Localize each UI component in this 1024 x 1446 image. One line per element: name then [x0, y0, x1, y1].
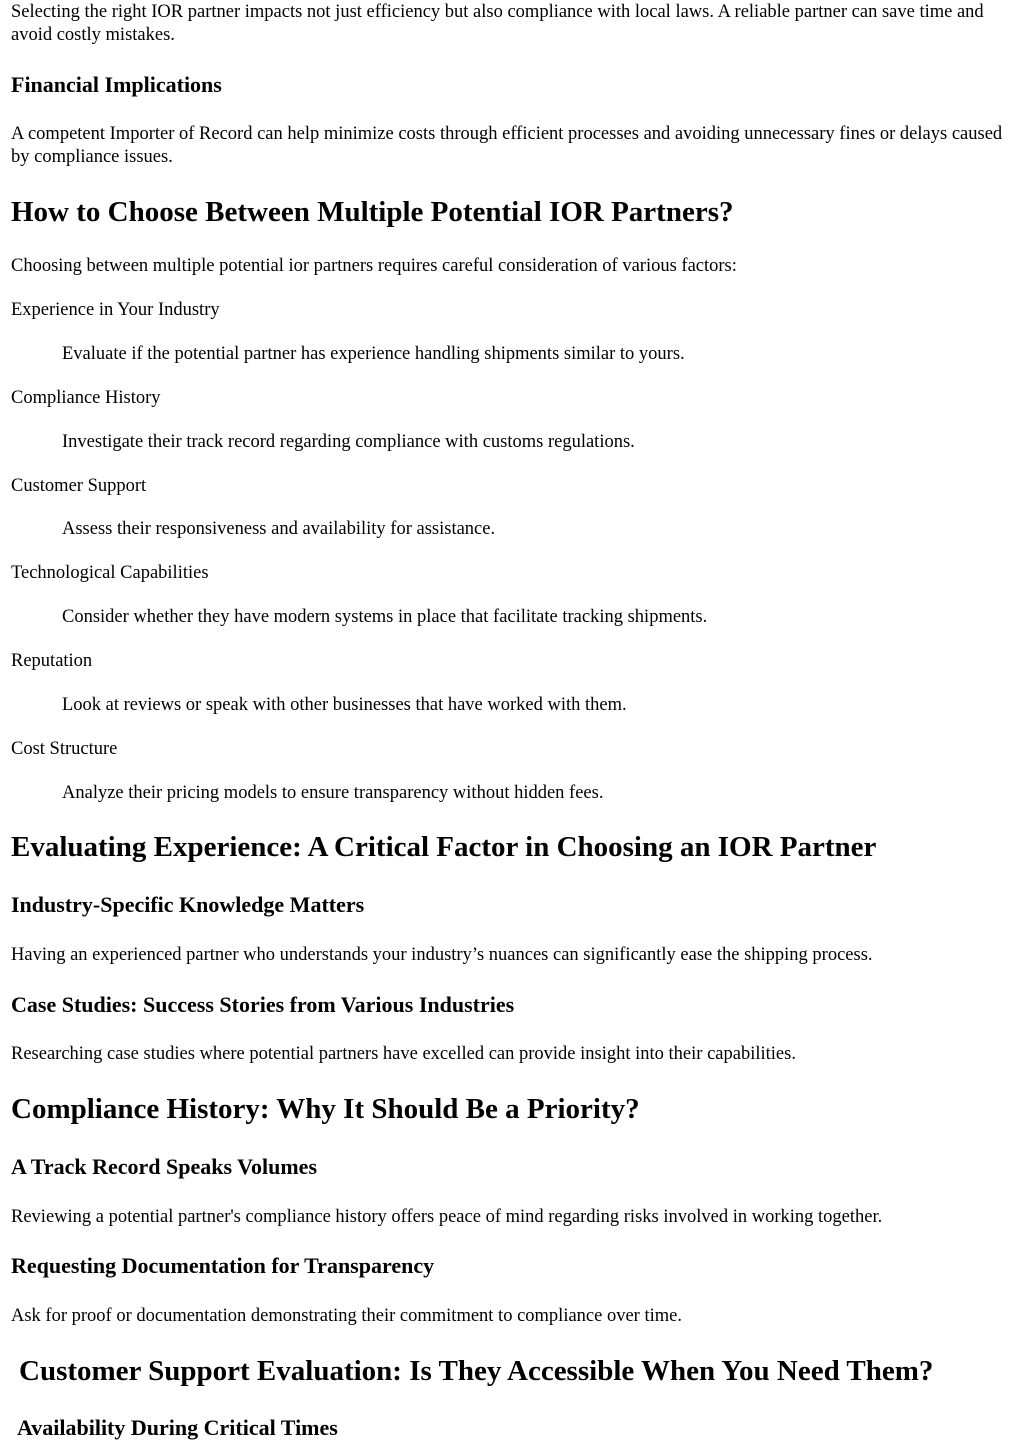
experience-subheading-case-studies: Case Studies: Success Stories from Various Industries [11, 992, 515, 1017]
compliance-subheading-documentation: Requesting Documentation for Transparency [11, 1253, 435, 1278]
support-subheading-availability: Availability During Critical Times [17, 1415, 338, 1440]
choose-intro: Choosing between multiple potential ior partners requires careful consideration of various factors: [11, 256, 737, 276]
experience-paragraph-case-studies: Researching case studies where potential partners have excelled can provide insight into their capabilities. [11, 1044, 796, 1064]
factor-desc: Assess their responsiveness and availability for assistance. [62, 519, 496, 539]
compliance-subheading-track-record: A Track Record Speaks Volumes [11, 1154, 318, 1179]
support-heading: Customer Support Evaluation: Is They Accessible When You Need Them? [19, 1355, 934, 1387]
intro-paragraph: Selecting the right IOR partner impacts not just efficiency but also compliance with local laws. A reliable partner can save time and avoid costly mistakes. [11, 2, 984, 45]
compliance-heading: Compliance History: Why It Should Be a Priority? [11, 1093, 640, 1125]
factor-term: Customer Support [11, 476, 147, 496]
factor-term: Cost Structure [11, 739, 118, 759]
choose-heading: How to Choose Between Multiple Potential IOR Partners? [11, 196, 734, 228]
factor-term: Reputation [11, 651, 93, 671]
experience-subheading-industry: Industry-Specific Knowledge Matters [11, 892, 365, 917]
factor-desc: Look at reviews or speak with other businesses that have worked with them. [62, 695, 627, 715]
compliance-paragraph-track-record: Reviewing a potential partner's compliance history offers peace of mind regarding risks involved in working together. [11, 1207, 883, 1227]
experience-heading: Evaluating Experience: A Critical Factor in Choosing an IOR Partner [11, 831, 877, 863]
factor-desc: Investigate their track record regarding compliance with customs regulations. [62, 432, 635, 452]
financial-heading: Financial Implications [11, 72, 222, 97]
factor-term: Compliance History [11, 388, 161, 408]
factor-term: Experience in Your Industry [11, 300, 220, 320]
experience-paragraph-industry: Having an experienced partner who understands your industry’s nuances can significantly ease the shipping process. [11, 945, 873, 965]
factor-term: Technological Capabilities [11, 563, 209, 583]
compliance-paragraph-documentation: Ask for proof or documentation demonstrating their commitment to compliance over time. [11, 1306, 682, 1326]
factor-desc: Analyze their pricing models to ensure transparency without hidden fees. [62, 783, 604, 803]
financial-paragraph: A competent Importer of Record can help minimize costs through efficient processes and avoiding unnecessary fines or delays caused by compliance issues. [11, 124, 1003, 167]
factor-desc: Evaluate if the potential partner has experience handling shipments similar to yours. [62, 344, 685, 364]
factor-desc: Consider whether they have modern systems in place that facilitate tracking shipments. [62, 607, 708, 627]
